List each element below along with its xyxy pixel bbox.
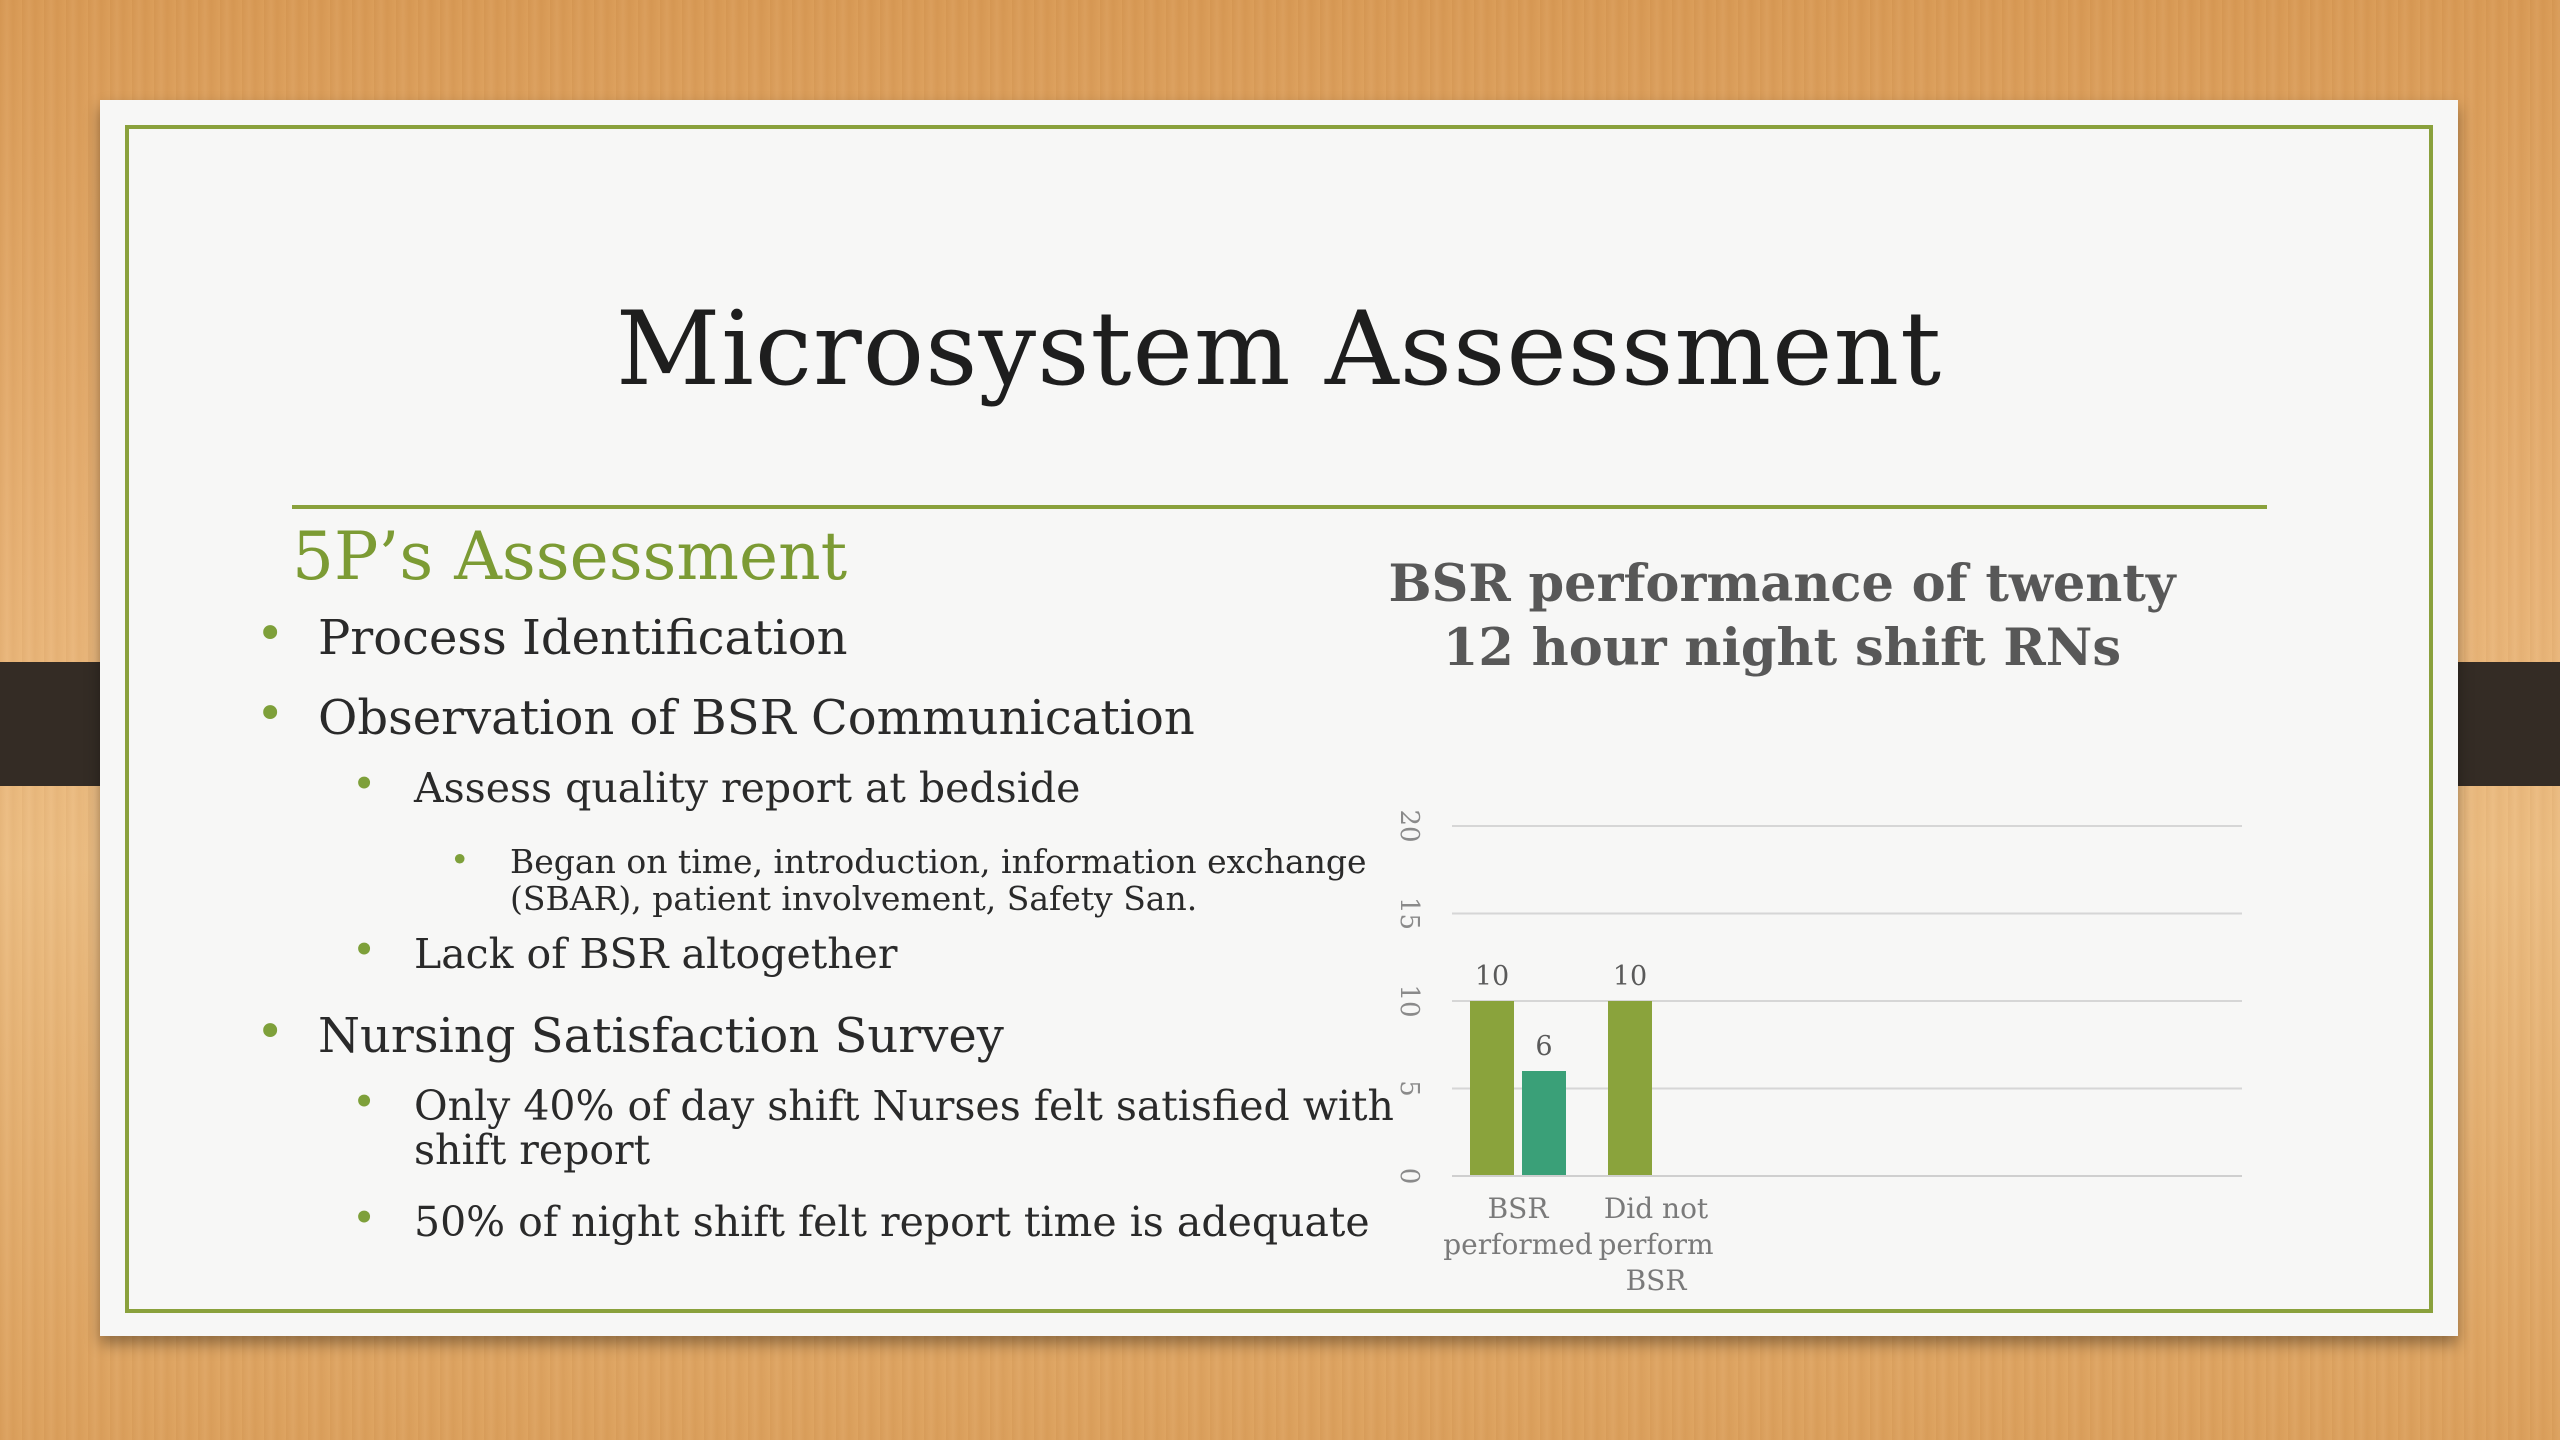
slide-title: Microsystem Assessment [615, 290, 1943, 409]
bullet-text-level-2: Only 40% of day shift Nurses felt satisfied with [414, 1082, 1394, 1130]
presentation-slide [100, 100, 2458, 1336]
chart-title-line-2: 12 hour night shift RNs [1442, 618, 2122, 678]
bullet-text-level-1: Observation of BSR Communication [318, 690, 1195, 746]
bullet-marker: • [450, 840, 470, 879]
bar [1470, 1001, 1514, 1176]
x-tick-label: Did not perform BSR [1598, 1192, 1714, 1297]
bullet-marker: • [256, 606, 285, 662]
bullet-text-level-2: 50% of night shift felt report time is adequate [414, 1198, 1370, 1246]
data-label: 10 [1612, 961, 1648, 992]
bar [1608, 1001, 1652, 1176]
y-tick-label: 15 [1394, 896, 1424, 931]
bar [1522, 1071, 1566, 1176]
bullet-marker: • [352, 760, 377, 808]
section-subtitle: 5P’s Assessment [292, 518, 848, 595]
x-tick-label: BSR performed [1443, 1192, 1593, 1261]
bullet-text-level-1: Process Identification [318, 610, 848, 666]
bullet-marker: • [256, 686, 285, 742]
bullet-text-level-2: Assess quality report at bedside [414, 764, 1081, 812]
y-tick-label: 10 [1394, 984, 1424, 1018]
y-tick-label: 0 [1394, 1167, 1424, 1185]
bullet-marker: • [352, 1194, 377, 1242]
y-tick-label: 20 [1394, 809, 1424, 843]
title-divider [292, 505, 2267, 509]
bullet-marker: • [256, 1004, 285, 1060]
chart-title-line-1: BSR performance of twenty [1388, 554, 2176, 614]
bullet-text-level-2: shift report [414, 1126, 651, 1174]
bullet-marker: • [352, 926, 377, 974]
bullet-text-level-3: (SBAR), patient involvement, Safety San. [510, 879, 1198, 918]
data-label: 10 [1474, 961, 1510, 992]
bullet-text-level-3: Began on time, introduction, information exchange [510, 842, 1367, 881]
y-tick-label: 5 [1394, 1080, 1424, 1097]
bullet-text-level-2: Lack of BSR altogether [414, 930, 898, 978]
data-label: 6 [1535, 1031, 1553, 1062]
bullet-text-level-1: Nursing Satisfaction Survey [318, 1008, 1004, 1064]
bar-chart [1360, 790, 2260, 1330]
chart-title [1362, 552, 2202, 680]
bullet-marker: • [352, 1078, 377, 1126]
